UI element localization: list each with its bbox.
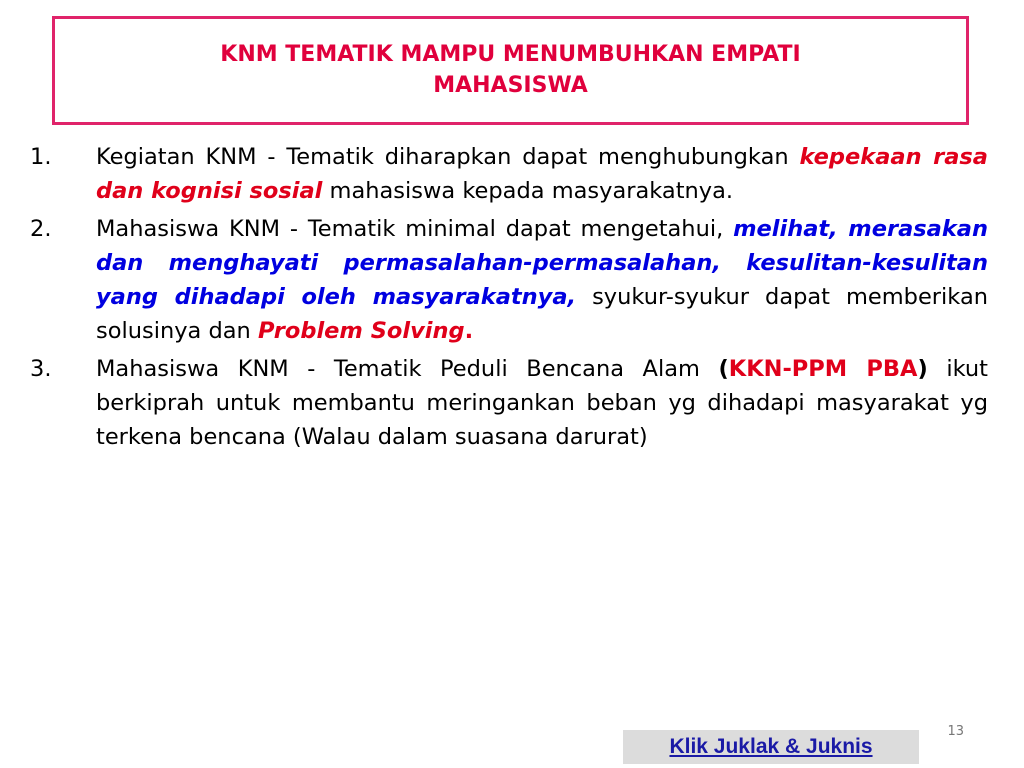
list-item-1 — [30, 140, 988, 208]
text-emphasis-red: Problem Solving — [257, 318, 465, 344]
text-plain: Kegiatan KNM - Tematik diharapkan dapat menghubungkan — [96, 144, 800, 170]
list-number: 3. — [30, 356, 52, 382]
slide-title-line2: MAHASISWA — [433, 72, 588, 98]
text-emphasis-red: KKN-PPM PBA — [728, 356, 918, 382]
text-plain: Mahasiswa KNM - Tematik minimal dapat mengetahui, — [96, 216, 734, 242]
slide-title-line1: KNM TEMATIK MAMPU MENUMBUHKAN EMPATI — [220, 41, 801, 67]
text-plain: mahasiswa kepada masyarakatnya. — [322, 178, 734, 204]
text-plain: syukur-syukur dapat memberikan solusinya dan — [96, 284, 988, 344]
text-plain: ikut berkiprah untuk membantu meringankan beban yg dihadapi masyarakat yg terkena bencana (Walau dalam suasana darurat) — [96, 356, 988, 450]
text-plain: Mahasiswa KNM - Tematik Peduli Bencana Alam — [96, 356, 719, 382]
list-text — [96, 212, 988, 348]
page-number: 13 — [947, 724, 964, 739]
list-number: 2. — [30, 216, 52, 242]
content-list — [30, 140, 988, 458]
text-paren-close: ) — [917, 356, 928, 382]
list-text — [96, 352, 988, 454]
text-period: . — [464, 318, 474, 344]
list-number: 1. — [30, 144, 52, 170]
list-item-2 — [30, 212, 988, 348]
list-text — [96, 140, 988, 208]
slide-title-box — [52, 16, 969, 125]
text-emphasis-blue: melihat, merasakan dan menghayati permasalahan-permasalahan, kesulitan-kesulitan yang dihadapi oleh masyarakatnya, — [96, 216, 988, 310]
list-item-3 — [30, 352, 988, 454]
text-emphasis-red: kepekaan rasa dan kognisi sosial — [96, 144, 988, 204]
juklak-juknis-link[interactable]: Klik Juklak & Juknis — [623, 730, 919, 764]
text-paren-open: ( — [718, 356, 729, 382]
